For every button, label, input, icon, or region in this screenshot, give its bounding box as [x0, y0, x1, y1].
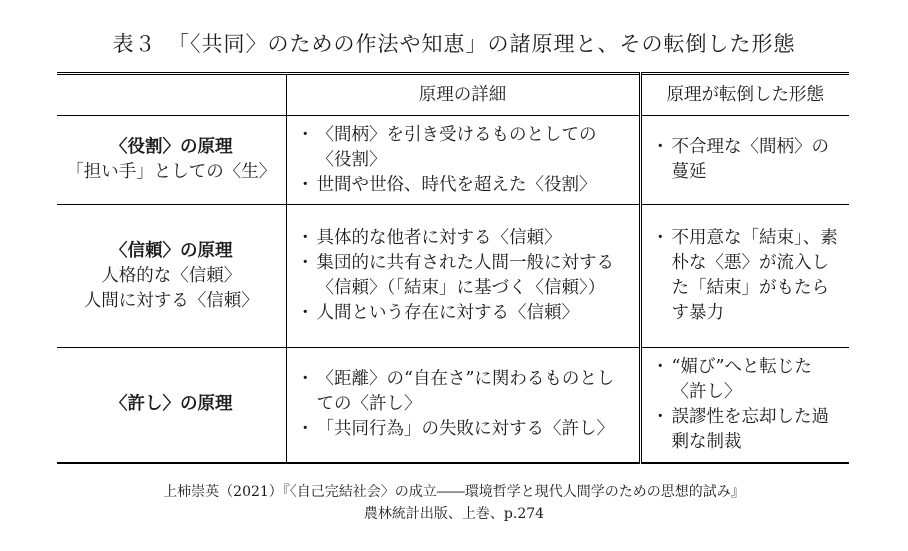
details-cell: [286, 116, 640, 205]
principle-cell: [57, 205, 286, 348]
principle-cell: [57, 116, 286, 205]
principle-subtitle: 人格的な〈信頼〉: [101, 265, 242, 286]
inverted-cell: [640, 116, 849, 205]
table-row-role: [57, 116, 849, 205]
header-empty: [57, 74, 286, 116]
detail-item: ・ 〈間柄〉を引き受けるものとしての〈役割〉: [301, 123, 631, 173]
detail-item: ・ 具体的な他者に対する〈信頼〉: [301, 226, 631, 251]
table-caption: 表３ 「〈共同〉のための作法や知恵」の諸原理と、その転倒した形態: [112, 32, 796, 56]
principle-cell: [57, 348, 286, 463]
details-cell: [286, 205, 640, 348]
source-line-1: 上柿崇英（2021）『〈自己完結社会〉の成立――環境哲学と現代人間学のための思想的試み』: [163, 484, 745, 500]
source-citation: [0, 481, 908, 525]
inverted-item: ・ 誤謬性を忘却した過剰な制裁: [656, 405, 842, 455]
detail-item: ・ 「共同行為」の失敗に対する〈許し〉: [301, 417, 631, 442]
principle-name: 〈許し〉の原理: [110, 394, 233, 415]
inverted-item: ・ 不合理な〈間柄〉の蔓延: [656, 135, 842, 185]
inverted-item: ・ “媚び”へと転じた〈許し〉: [656, 355, 842, 405]
header-details: 原理の詳細: [286, 74, 640, 116]
header-inverted: 原理が転倒した形態: [640, 74, 849, 116]
source-line-2: 農林統計出版、上巻、p.274: [363, 506, 545, 522]
inverted-cell: [640, 205, 849, 348]
detail-item: ・ 世間や世俗、時代を超えた〈役割〉: [301, 173, 631, 198]
principle-subtitle: 「担い手」としての〈生〉: [66, 162, 277, 182]
inverted-cell: [640, 348, 849, 463]
principle-subtitle: 人間に対する〈信頼〉: [83, 290, 259, 311]
detail-item: ・ 集団的に共有された人間一般に対する〈信頼〉（「結束」に基づく〈信頼〉）: [301, 251, 631, 301]
table-row-trust: [57, 205, 849, 348]
detail-item: ・ 〈距離〉の“自在さ”に関わるものとしての〈許し〉: [301, 367, 631, 417]
principle-name: 〈信頼〉の原理: [110, 240, 233, 261]
principle-name: 〈役割〉の原理: [110, 137, 233, 157]
table-row-forgiveness: [57, 348, 849, 463]
detail-item: ・ 人間という存在に対する〈信頼〉: [301, 301, 631, 326]
details-cell: [286, 348, 640, 463]
inverted-item: ・ 不用意な「結束」、素朴な〈悪〉が流入した「結束」がもたらす暴力: [656, 226, 842, 326]
header-row: [57, 74, 849, 116]
principles-table: [57, 72, 849, 464]
